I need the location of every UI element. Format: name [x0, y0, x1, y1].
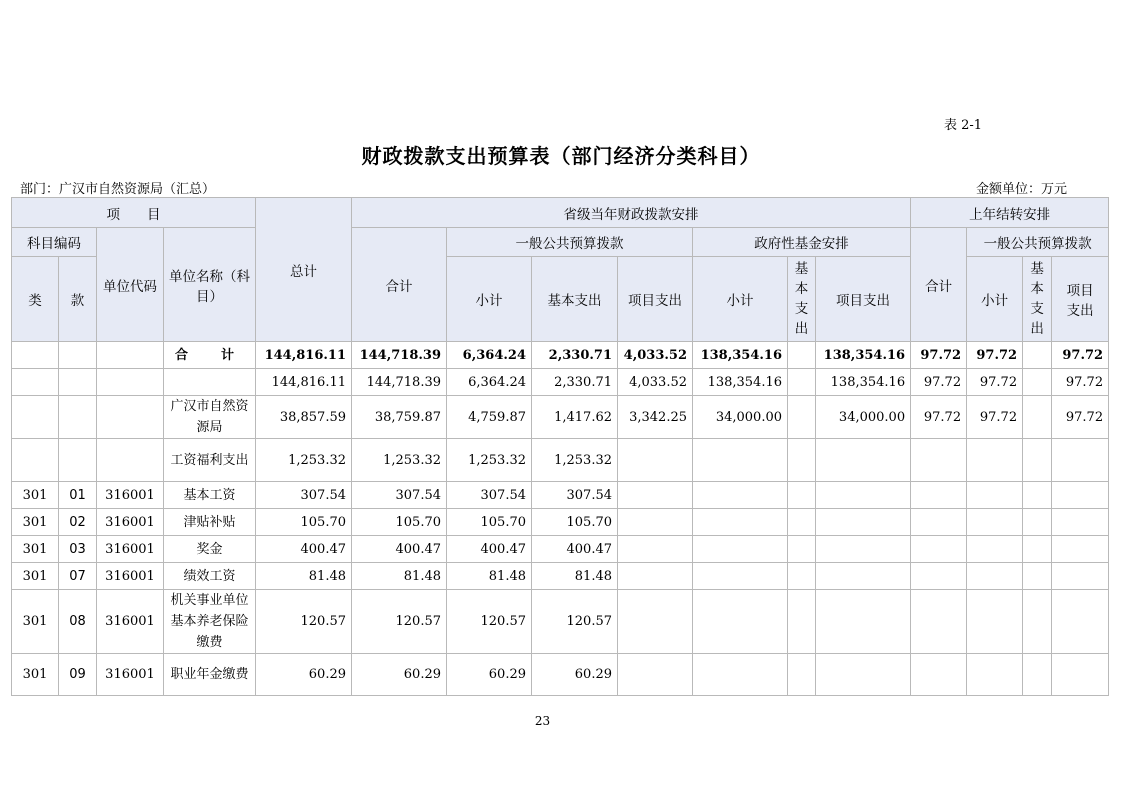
cell-gen-basic: 120.57: [532, 590, 618, 654]
header-subtotal: 小计: [447, 257, 532, 342]
table-row: [12, 482, 1109, 509]
cell-name: 机关事业单位基本养老保险缴费: [164, 590, 256, 654]
cell-gen-basic: 1,417.62: [532, 396, 618, 439]
cell-kuan: [59, 396, 97, 439]
cell-name: 津贴补贴: [164, 509, 256, 536]
header-basic: 基本支出: [532, 257, 618, 342]
table-row: [12, 654, 1109, 696]
cell-gov-sub: 34,000.00: [693, 396, 788, 439]
cell-gov-sub: [693, 590, 788, 654]
cell-gen-sub: 307.54: [447, 482, 532, 509]
cell-last-basic: [1023, 396, 1052, 439]
cell-total: 144,816.11: [256, 369, 352, 396]
cell-last-proj: [1052, 590, 1109, 654]
cell-unit-code: 316001: [97, 590, 164, 654]
cell-prov-total: 144,718.39: [352, 369, 447, 396]
cell-prov-total: 105.70: [352, 509, 447, 536]
cell-name: 职业年金缴费: [164, 654, 256, 696]
cell-gen-sub: 105.70: [447, 509, 532, 536]
header-gov-basic-text: 基本支出: [794, 261, 809, 337]
cell-gen-proj: [618, 439, 693, 482]
cell-gen-sub: 81.48: [447, 563, 532, 590]
cell-gov-sub: [693, 482, 788, 509]
cell-kuan: [59, 369, 97, 396]
cell-last-proj: [1052, 482, 1109, 509]
cell-last-proj: [1052, 536, 1109, 563]
cell-name: [164, 369, 256, 396]
cell-last-proj: [1052, 509, 1109, 536]
cell-last-total: 97.72: [911, 342, 967, 369]
cell-gen-sub: 120.57: [447, 590, 532, 654]
header-unit-name: 单位名称（科目）: [164, 228, 256, 342]
cell-gen-proj: [618, 536, 693, 563]
cell-lei: 301: [12, 563, 59, 590]
cell-kuan: 07: [59, 563, 97, 590]
cell-gen-proj: 3,342.25: [618, 396, 693, 439]
cell-last-proj: [1052, 563, 1109, 590]
cell-last-basic: [1023, 482, 1052, 509]
cell-last-total: [911, 482, 967, 509]
cell-gov-basic: [788, 342, 816, 369]
cell-lei: [12, 342, 59, 369]
department-label: 部门：广汉市自然资源局（汇总）: [20, 182, 216, 197]
cell-name: 广汉市自然资源局: [164, 396, 256, 439]
cell-unit-code: [97, 439, 164, 482]
header-project-exp: 项目支出: [618, 257, 693, 342]
cell-gov-proj: [816, 654, 911, 696]
cell-last-proj: 97.72: [1052, 369, 1109, 396]
cell-prov-total: 144,718.39: [352, 342, 447, 369]
cell-last-proj: [1052, 439, 1109, 482]
table-row: [12, 563, 1109, 590]
cell-gov-basic: [788, 509, 816, 536]
cell-kuan: 09: [59, 654, 97, 696]
cell-lei: 301: [12, 509, 59, 536]
header-prov-total: 合计: [352, 228, 447, 342]
table-row: [12, 439, 1109, 482]
cell-last-total: [911, 439, 967, 482]
table-row: [12, 396, 1109, 439]
cell-last-sub: [967, 590, 1023, 654]
cell-gov-proj: 138,354.16: [816, 342, 911, 369]
cell-gen-basic: 400.47: [532, 536, 618, 563]
cell-unit-code: [97, 396, 164, 439]
cell-gov-basic: [788, 482, 816, 509]
cell-lei: [12, 439, 59, 482]
header-kuan: 款: [59, 257, 97, 342]
cell-gen-basic: 81.48: [532, 563, 618, 590]
cell-unit-code: 316001: [97, 482, 164, 509]
cell-lei: 301: [12, 590, 59, 654]
header-provincial: 省级当年财政拨款安排: [352, 198, 911, 228]
cell-unit-code: [97, 369, 164, 396]
cell-last-sub: [967, 536, 1023, 563]
cell-gov-proj: [816, 563, 911, 590]
cell-last-basic: [1023, 342, 1052, 369]
cell-last-basic: [1023, 536, 1052, 563]
cell-kuan: 02: [59, 509, 97, 536]
cell-lei: [12, 369, 59, 396]
cell-gen-proj: 4,033.52: [618, 369, 693, 396]
header-gov-project: 项目支出: [816, 257, 911, 342]
cell-unit-code: 316001: [97, 654, 164, 696]
cell-gov-sub: 138,354.16: [693, 369, 788, 396]
cell-last-proj: 97.72: [1052, 342, 1109, 369]
page-number: 23: [534, 714, 551, 728]
cell-gen-sub: 1,253.32: [447, 439, 532, 482]
cell-last-proj: 97.72: [1052, 396, 1109, 439]
cell-lei: [12, 396, 59, 439]
cell-last-basic: [1023, 654, 1052, 696]
cell-last-total: [911, 509, 967, 536]
table-row: [12, 369, 1109, 396]
cell-lei: 301: [12, 482, 59, 509]
cell-gen-sub: 4,759.87: [447, 396, 532, 439]
cell-gov-proj: 34,000.00: [816, 396, 911, 439]
cell-last-sub: 97.72: [967, 369, 1023, 396]
cell-gov-sub: [693, 439, 788, 482]
cell-gen-sub: 60.29: [447, 654, 532, 696]
header-last-subtotal: 小计: [967, 257, 1023, 342]
table-row-total: [12, 342, 1109, 369]
cell-gen-basic: 105.70: [532, 509, 618, 536]
table-row: [12, 590, 1109, 654]
cell-gen-sub: 6,364.24: [447, 369, 532, 396]
cell-gov-basic: [788, 654, 816, 696]
header-unit-code: 单位代码: [97, 228, 164, 342]
header-last-basic: [1023, 257, 1052, 342]
cell-prov-total: 1,253.32: [352, 439, 447, 482]
cell-last-basic: [1023, 369, 1052, 396]
cell-last-basic: [1023, 509, 1052, 536]
cell-gov-proj: [816, 482, 911, 509]
cell-gen-basic: 2,330.71: [532, 342, 618, 369]
cell-last-total: 97.72: [911, 396, 967, 439]
page-title: 财政拨款支出预算表（部门经济分类科目）: [361, 144, 761, 168]
cell-gov-basic: [788, 439, 816, 482]
cell-gov-basic: [788, 536, 816, 563]
cell-gov-proj: 138,354.16: [816, 369, 911, 396]
cell-total: 38,857.59: [256, 396, 352, 439]
cell-last-basic: [1023, 590, 1052, 654]
cell-last-sub: [967, 439, 1023, 482]
cell-last-basic: [1023, 563, 1052, 590]
cell-last-sub: [967, 563, 1023, 590]
cell-last-sub: [967, 654, 1023, 696]
unit-label: 金额单位：万元: [976, 182, 1068, 197]
cell-last-total: 97.72: [911, 369, 967, 396]
cell-unit-code: 316001: [97, 509, 164, 536]
cell-name: 绩效工资: [164, 563, 256, 590]
cell-total: 120.57: [256, 590, 352, 654]
cell-total: 60.29: [256, 654, 352, 696]
cell-gen-basic: 2,330.71: [532, 369, 618, 396]
cell-last-sub: [967, 509, 1023, 536]
header-general-budget: 一般公共预算拨款: [447, 228, 693, 257]
cell-prov-total: 400.47: [352, 536, 447, 563]
cell-unit-code: [97, 342, 164, 369]
cell-gov-sub: [693, 654, 788, 696]
header-last-general: 一般公共预算拨款: [967, 228, 1109, 257]
table-row: [12, 509, 1109, 536]
cell-lei: 301: [12, 536, 59, 563]
cell-prov-total: 60.29: [352, 654, 447, 696]
cell-last-total: [911, 536, 967, 563]
cell-gov-basic: [788, 396, 816, 439]
header-last-project: 项目支出: [1052, 257, 1109, 342]
cell-gen-proj: [618, 509, 693, 536]
cell-gen-basic: 60.29: [532, 654, 618, 696]
header-last-basic-text: 基本支出: [1030, 261, 1044, 337]
cell-name: 奖金: [164, 536, 256, 563]
cell-kuan: 08: [59, 590, 97, 654]
cell-last-sub: [967, 482, 1023, 509]
cell-gov-sub: [693, 536, 788, 563]
cell-name: 合 计: [164, 342, 256, 369]
cell-last-total: [911, 654, 967, 696]
cell-last-sub: 97.72: [967, 396, 1023, 439]
cell-gov-basic: [788, 369, 816, 396]
cell-total: 400.47: [256, 536, 352, 563]
cell-gov-basic: [788, 563, 816, 590]
header-lei: 类: [12, 257, 59, 342]
cell-gov-proj: [816, 509, 911, 536]
cell-lei: 301: [12, 654, 59, 696]
cell-total: 144,816.11: [256, 342, 352, 369]
cell-kuan: [59, 342, 97, 369]
header-last-total: 合计: [911, 228, 967, 342]
cell-total: 1,253.32: [256, 439, 352, 482]
cell-unit-code: 316001: [97, 536, 164, 563]
header-last-year: 上年结转安排: [911, 198, 1109, 228]
header-gov-subtotal: 小计: [693, 257, 788, 342]
header-gov-basic: [788, 257, 816, 342]
cell-gov-sub: [693, 509, 788, 536]
cell-prov-total: 81.48: [352, 563, 447, 590]
cell-gen-proj: [618, 482, 693, 509]
cell-gov-proj: [816, 590, 911, 654]
cell-gen-sub: 6,364.24: [447, 342, 532, 369]
cell-name: 基本工资: [164, 482, 256, 509]
cell-prov-total: 120.57: [352, 590, 447, 654]
cell-last-sub: 97.72: [967, 342, 1023, 369]
cell-gen-sub: 400.47: [447, 536, 532, 563]
cell-last-proj: [1052, 654, 1109, 696]
cell-last-total: [911, 590, 967, 654]
cell-last-basic: [1023, 439, 1052, 482]
cell-unit-code: 316001: [97, 563, 164, 590]
cell-gov-sub: 138,354.16: [693, 342, 788, 369]
cell-gen-proj: [618, 563, 693, 590]
cell-gen-proj: [618, 654, 693, 696]
cell-gen-basic: 307.54: [532, 482, 618, 509]
cell-total: 307.54: [256, 482, 352, 509]
header-subject-code: 科目编码: [12, 228, 97, 257]
cell-prov-total: 38,759.87: [352, 396, 447, 439]
cell-kuan: [59, 439, 97, 482]
cell-gov-basic: [788, 590, 816, 654]
cell-gen-proj: 4,033.52: [618, 342, 693, 369]
cell-gen-proj: [618, 590, 693, 654]
cell-gov-sub: [693, 563, 788, 590]
cell-last-total: [911, 563, 967, 590]
cell-gov-proj: [816, 439, 911, 482]
cell-name: 工资福利支出: [164, 439, 256, 482]
header-gov-fund: 政府性基金安排: [693, 228, 911, 257]
cell-total: 81.48: [256, 563, 352, 590]
cell-gen-basic: 1,253.32: [532, 439, 618, 482]
cell-gov-proj: [816, 536, 911, 563]
header-total: 总计: [256, 198, 352, 342]
budget-table: [11, 197, 1109, 696]
cell-kuan: 03: [59, 536, 97, 563]
table-number: 表 2-1: [944, 118, 983, 133]
cell-kuan: 01: [59, 482, 97, 509]
cell-total: 105.70: [256, 509, 352, 536]
header-project: 项 目: [12, 198, 256, 228]
table-row: [12, 536, 1109, 563]
cell-prov-total: 307.54: [352, 482, 447, 509]
